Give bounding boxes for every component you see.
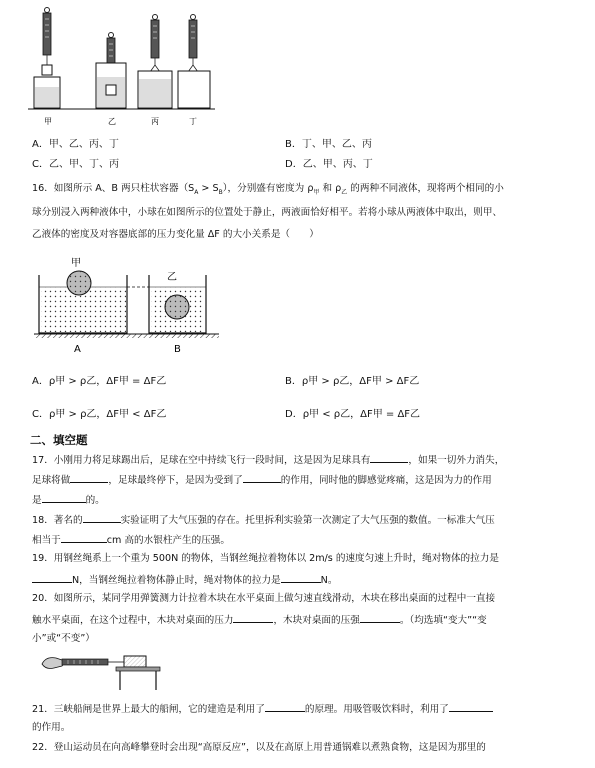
q20-line-1: 20．如图所示，某同学用弹簧测力计拉着木块在水平桌面上做匀速直线滑动，木块在移出桌面的过程中一直接 (32, 593, 496, 604)
section-title-fill-in: 二、填空题 (30, 433, 88, 447)
q19-line-2: N，当钢丝绳拉着物体静止时，绳对物体的拉力是 N。 (32, 573, 337, 587)
q17-blank-3[interactable] (243, 473, 281, 483)
q17-blank-2[interactable] (70, 473, 108, 483)
q20-blank-2[interactable] (360, 613, 400, 623)
q20-line-2: 触水平桌面，在这个过程中，木块对桌面的压力 ，木块对桌面的压强 。（均选填“变大”“变 (32, 615, 487, 626)
q19-blank-1[interactable] (32, 573, 72, 583)
caption-ding: 丁 (189, 117, 197, 126)
figure-block-on-table (40, 650, 165, 692)
q17-line-2: 足球将做 ，足球最终停下，是因为受到了 的作用，同时他的脚感觉疼痛，这是因为力的作用 (32, 475, 492, 486)
q21-blank-1[interactable] (265, 702, 305, 712)
q21-blank-2[interactable] (449, 702, 493, 712)
q18-line-2: 相当于 cm 高的水银柱产生的压强。 (32, 535, 230, 546)
q19-blank-2[interactable] (281, 573, 321, 583)
caption-yi: 乙 (108, 117, 116, 126)
q20-blank-1[interactable] (233, 613, 273, 623)
container-a-label: A (74, 344, 81, 355)
q18-blank-1[interactable] (83, 513, 121, 523)
q18-line-1: 18．著名的 实验证明了大气压强的存在。托里拆利实验第一次测定了大气压强的数值。一标准大气压 (32, 515, 495, 526)
q19-line-1: 19．用钢丝绳系上一个重为 500N 的物体，当钢丝绳拉着物体以 2m/s 的速度匀速上升时，绳对物体的拉力是 (32, 553, 499, 564)
q16-option-b[interactable]: B．ρ甲 > ρ乙，ΔF甲 > ΔF乙 (285, 376, 420, 387)
q15-option-d[interactable]: D．乙、甲、丙、丁 (285, 159, 373, 170)
q17-blank-4[interactable] (42, 493, 86, 503)
q21-line-1: 21．三峡船闸是世界上最大的船闸，它的建造是利用了 的原理。用吸管吸饮料时，利用了 (32, 702, 493, 716)
q22-line-1: 22．登山运动员在向高峰攀登时会出现“高原反应”，以及在高原上用普通锅难以煮熟食物，这是因为那里的 (32, 742, 486, 753)
q16-option-a[interactable]: A．ρ甲 > ρ乙，ΔF甲 = ΔF乙 (32, 376, 167, 387)
ball-yi-label: 乙 (167, 272, 177, 283)
caption-jia: 甲 (44, 117, 52, 126)
q15-option-b[interactable]: B．丁、甲、乙、丙 (285, 139, 372, 150)
q20-line-3: 小”或“不变”） (32, 633, 95, 644)
q16-line-1: 16．如图所示 A、B 两只柱状容器$(S_A > S_B)$，分别盛有密度为 $\rho_甲$ 和 $\rho_乙$ 的两种不同液体，现将两个相同的小 (32, 183, 504, 196)
ball-jia-label: 甲 (71, 258, 81, 269)
q16-line-3: 乙液体的密度及对容器底部的压力变化量 ΔF 的大小关系是（ ） (32, 229, 319, 240)
q15-option-a[interactable]: A．甲、乙、丙、丁 (32, 139, 119, 150)
q17-line-3: 是 的。 (32, 495, 105, 506)
caption-bing: 丙 (151, 117, 159, 126)
q15-option-c[interactable]: C．乙、甲、丁、丙 (32, 159, 119, 170)
q16-line-2: 球分别浸入两种液体中，小球在如图所示的位置处于静止，两液面恰好相平。若将小球从两液体中取出，则甲、 (32, 207, 503, 218)
q16-option-d[interactable]: D．ρ甲 < ρ乙，ΔF甲 = ΔF乙 (285, 409, 421, 420)
q16-option-c[interactable]: C．ρ甲 > ρ乙，ΔF甲 < ΔF乙 (32, 409, 167, 420)
container-b-label: B (174, 344, 181, 355)
q17-line-1: 17．小刚用力将足球踢出后，足球在空中持续飞行一段时间，这是因为足球具有 ，如果一切外力消失， (32, 455, 505, 466)
figure-spring-scales (20, 5, 220, 130)
q18-blank-2[interactable] (61, 533, 107, 543)
q21-line-2: 的作用。 (32, 722, 71, 733)
q17-blank-1[interactable] (370, 453, 408, 463)
figure-containers (34, 255, 224, 355)
